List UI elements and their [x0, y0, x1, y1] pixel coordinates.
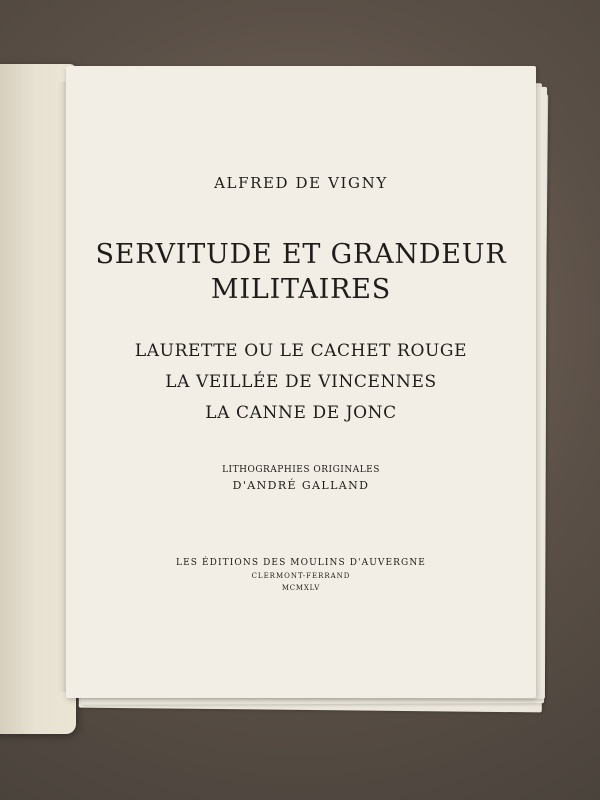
publication-year: MCMXLV	[281, 584, 321, 592]
publisher-city: CLERMONT-FERRAND	[251, 572, 351, 580]
illustration-credit-line-2: D'ANDRÉ GALLAND	[232, 479, 370, 492]
title-line-1: SERVITUDE ET GRANDEUR	[95, 239, 507, 270]
author-name: ALFRED DE VIGNY	[214, 174, 388, 192]
publisher-name: LES ÉDITIONS DES MOULINS D'AUVERGNE	[176, 558, 426, 568]
title-page	[66, 66, 536, 698]
title-page-content	[66, 66, 536, 698]
story-title-3: LA CANNE DE JONC	[205, 403, 397, 423]
title-line-2: MILITAIRES	[210, 274, 392, 305]
illustration-credit-line-1: LITHOGRAPHIES ORIGINALES	[222, 465, 380, 475]
story-title-2: LA VEILLÉE DE VINCENNES	[165, 372, 437, 392]
story-title-1: LAURETTE OU LE CACHET ROUGE	[134, 341, 468, 361]
